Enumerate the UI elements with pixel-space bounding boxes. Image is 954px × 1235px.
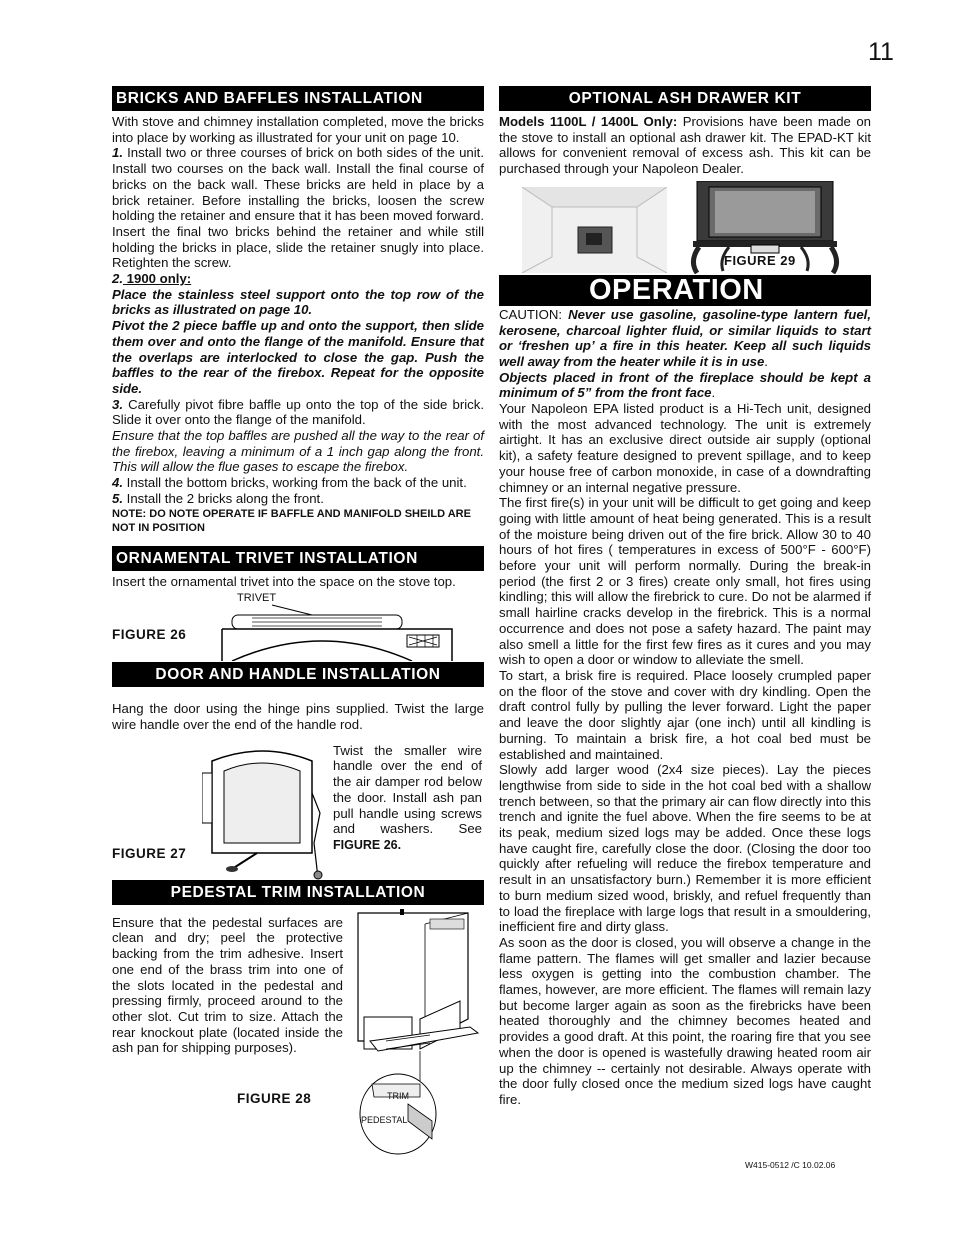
left-column — [112, 86, 484, 1165]
step-text: Install the 2 bricks along the front. — [123, 490, 324, 506]
operation-paragraph-4: Slowly add larger wood (2x4 size pieces). Lay the pieces lengthwise from side to side in the hot coal bed with a shallow trench between, so that the primary air can flow directly into this trench and ignite the fuel above. When the fire seems to be at its peak, medium sized logs may be added. Once these logs have caught fire, carefully close the door. (Closing the door too quickly after refueling will reduce the firebox temperature and result in an unsatisfactory burn.) Remember it is more efficient to burn medium sized wood, briskly, and refuel frequently than to load the fireplace with large logs that result in a smouldering, inefficient fire and dirty glass. — [499, 762, 871, 935]
ash-drawer-photo — [522, 187, 667, 273]
operation-paragraph-3: To start, a brisk fire is required. Place loosely crumpled paper on the floor of the stove and cover with dry kindling. Open the draft control fully by pulling the lever forward. Light the paper and leave the door slightly ajar (one inch) until all kindling is burning. To maintain a brisk fire, a hot coal bed must be established and maintained. — [499, 667, 871, 762]
bricks-heading: BRICKS AND BAFFLES INSTALLATION — [112, 86, 484, 111]
figure-27-label: FIGURE 27 — [112, 845, 187, 861]
step-label: 1900 only: — [123, 271, 192, 287]
figure-26 — [112, 589, 484, 661]
bricks-step-2 — [112, 271, 484, 287]
ash-drawer-body: Provisions have been made on the stove to install an optional ash drawer kit. The EPAD-KT kit allows for convenient removal of excess ash. This kit can be purchased through your Napoleon Dealer. — [499, 114, 872, 177]
figure-27 — [112, 733, 484, 875]
bricks-step-2-b: Pivot the 2 piece baffle up and onto the support, then slide them over and onto the flange of the manifold. Ensure that the overlaps are interlocked to close the gap. Push the baffles to the rear of the firebox. Repeat for the opposite side. — [112, 318, 484, 396]
objects-warning-period: . — [711, 385, 716, 401]
door-text: Hang the door using the hinge pins supplied. Twist the large wire handle over the end of the handle rod. — [112, 701, 484, 732]
right-column — [499, 86, 871, 1108]
caution-label: CAUTION — [499, 306, 559, 322]
bricks-note: NOTE: DO NOTE OPERATE IF BAFFLE AND MANIFOLD SHEILD ARE NOT IN POSITION — [112, 507, 471, 534]
caution-colon: : — [558, 306, 569, 322]
operation-paragraph-2: The first fire(s) in your unit will be difficult to get going and keep going with little amount of heat being generated. This is a result of the moisture being driven out of the fire brick. Allow 30 to 40 hours of hot fires ( temperatures in excess of 500°F - 600°F) before your unit will perform normally. During the break-in period (the first 2 or 3 fires) create only small, hot fires using kindling; this will allow the firebrick to cure. Do not be alarmed if small hairline cracks develop in the firebrick. This is a normal occurrence and does not pose a safety hazard. The paint may also smell a little for the first few fires as it cures and you may wish to open a door or window to alleviate the smell. — [499, 495, 871, 668]
door-side-text-body: Twist the smaller wire handle over the end of the air damper rod below the door. Install ash pan pull handle using screws and washers. See — [333, 742, 482, 837]
operation-paragraph-1: Your Napoleon EPA listed product is a Hi-Tech unit, designed with the most advanced technology. The unit is extremely airtight. It has an exclusive direct outside air supply (optional kit), a safety feature designed to prevent spillage, and to keep your house free of carbon monoxide, in case of a downdrafting chimney or an internal negative pressure. — [499, 401, 871, 495]
objects-warning — [499, 370, 871, 401]
figure-29-label: FIGURE 29 — [724, 252, 796, 268]
step-text: Install the bottom bricks, working from the back of the unit. — [123, 475, 467, 491]
pedestal-heading: PEDESTAL TRIM INSTALLATION — [112, 880, 484, 905]
door-side-text — [333, 743, 482, 854]
document-code: W415-0512 /C 10.02.06 — [745, 1160, 836, 1170]
operation-heading: OPERATION — [499, 275, 871, 306]
bricks-step-2-a: Place the stainless steel support onto the top row of the bricks as illustrated on page 10. — [112, 286, 484, 318]
door-heading: DOOR AND HANDLE INSTALLATION — [112, 662, 484, 687]
figure-29 — [499, 180, 871, 273]
figure-28-label: FIGURE 28 — [237, 1090, 312, 1106]
figure-26-label: FIGURE 26 — [112, 627, 187, 643]
step-number: 5. — [112, 490, 123, 506]
page-number: 11 — [868, 38, 894, 66]
bricks-step-5 — [112, 491, 484, 507]
trivet-callout: TRIVET — [237, 592, 277, 605]
door-illustration — [202, 743, 327, 883]
models-label: Models 1100L / 1400L Only: — [499, 114, 678, 129]
operation-paragraph-5: As soon as the door is closed, you will observe a change in the flame pattern. The flames will get smaller and lazier because less oxygen is getting into the combustion chamber. The flames, however, are more efficient. The flames will remain lazy but become larger again as soon as the firebricks have been heated thoroughly and the chimney becomes heated and provides a good draft. At this point, the roaring fire that you see when the door is opened is wastefully drawing heated room air up the chimney -- certainly not desirable. Always operate with the door fully closed once the medium sized logs have caught fire. — [499, 934, 871, 1107]
figure-26-reference: FIGURE 26. — [333, 837, 402, 852]
bricks-step-4 — [112, 475, 484, 491]
caution-period: . — [764, 353, 768, 369]
bricks-step-3 — [112, 397, 484, 428]
caution-paragraph — [499, 307, 871, 370]
step-number: 3. — [112, 396, 123, 412]
step-number: 2. — [112, 271, 123, 287]
step-text: Carefully pivot fibre baffle up onto the top of the side brick. Slide it over onto the flange of the manifold. — [112, 396, 484, 428]
trivet-heading: ORNAMENTAL TRIVET INSTALLATION — [112, 546, 484, 571]
step-number: 4. — [112, 475, 123, 491]
figure-28 — [112, 915, 484, 1165]
ash-drawer-heading: OPTIONAL ASH DRAWER KIT — [499, 86, 871, 111]
stove-top-trivet-illustration — [212, 603, 462, 661]
bricks-intro: With stove and chimney installation completed, move the bricks into place by working as illustrated for your unit on page 10. — [112, 114, 484, 145]
step-text: Install two or three courses of brick on both sides of the unit. Install two courses on the back wall. Install the final course of bricks on the back wall. These bricks are held in place by a brick retainer. Before installing the bricks, loosen the screw holding the retainer and ensure that it has been moved forward. Insert the final two bricks behind the retainer and while still holding the bricks in place, slide the retainer snugly into place. Retighten the screw. — [112, 145, 484, 271]
pedestal-callout: PEDESTAL — [361, 1114, 408, 1125]
ash-drawer-text — [499, 114, 871, 177]
objects-warning-text: Objects placed in front of the fireplace should be kept a minimum of 5” from the front face — [499, 369, 871, 401]
caution-text: Never use gasoline, gasoline-type lantern fuel, kerosene, charcoal lighter fluid, or similar liquids to start or ‘freshen up’ a fire in this heater. Keep all such liquids well away from the heater while it is in use — [499, 306, 872, 369]
bricks-step-1 — [112, 145, 484, 271]
bricks-step-3-note: Ensure that the top baffles are pushed all the way to the rear of the firebox, leaving a minimum of a 1 inch gap along the front. This will allow the flue gases to escape the firebox. — [112, 428, 484, 475]
trivet-text: Insert the ornamental trivet into the space on the stove top. — [112, 573, 456, 589]
pedestal-text: Ensure that the pedestal surfaces are clean and dry; peel the protective backing from the trim adhesive. Insert one end of the brass trim into one of the slots located in the pedestal and pressing firmly, proceed around to the other slot. Cut trim to size. Attach the rear knockout plate (located inside the ash pan for shipping purposes). — [112, 914, 343, 1056]
step-number: 1. — [112, 145, 123, 161]
trim-callout: TRIM — [387, 1090, 409, 1101]
